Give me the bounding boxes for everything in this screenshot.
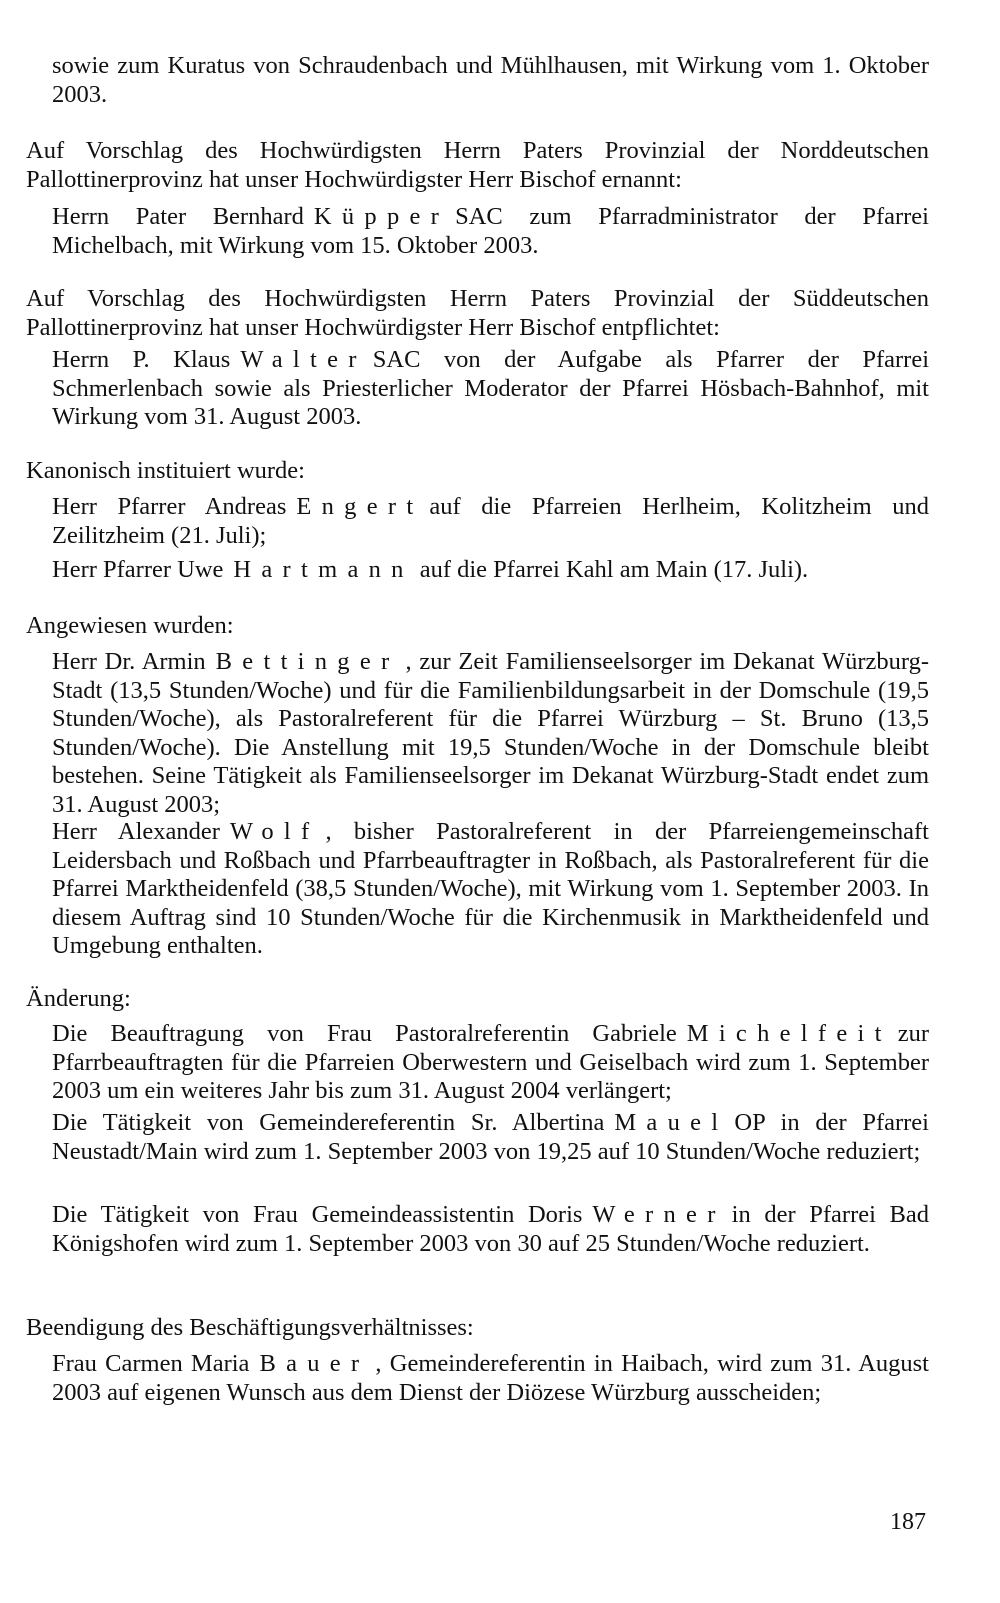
entry-kuepper: Herrn Pater Bernhard Küpper SAC zum Pfarradministrator der Pfarrei Michelbach, mit Wirkung vom 15. Oktober 2003. [52,203,929,259]
person-name: Engert [296,493,424,520]
entry-walter: Herrn P. Klaus Walter SAC von der Aufgabe als Pfarrer der Pfarrei Schmerlenbach sowie als Priesterlicher Moderator der Pfarrei Hösbach-Bahnhof, mit Wirkung vom 31. August 2003. [52,346,929,430]
entry-michelfeit: Die Beauftragung von Frau Pastoralreferentin Gabriele Michelfeit zur Pfarrbeauftragten für die Pfarreien Oberwestern und Geiselbach wird zum 1. September 2003 um ein weiteres Jahr bis zum 31. August 2004 verlängert; [52,1020,929,1104]
person-name: Michelfeit [686,1020,892,1047]
person-name: Werner [592,1201,726,1228]
section-entpflichtet-intro: Auf Vorschlag des Hochwürdigsten Herrn Paters Provinzial der Süddeutschen Pallottinerprovinz hat unser Hochwürdigster Herr Bischof entpflichtet: [26,285,929,341]
person-name: Küpper [313,203,450,230]
person-name: Hartmann [233,556,414,583]
page-number: 187 [890,1509,926,1535]
person-name: Bettinger [215,648,400,675]
entry-engert: Herr Pfarrer Andreas Engert auf die Pfarreien Herlheim, Kolitzheim und Zeilitzheim (21. Juli); [52,493,929,549]
entry-mauel: Die Tätigkeit von Gemeindereferentin Sr. Albertina Mauel OP in der Pfarrei Neustadt/Main wird zum 1. September 2003 von 19,25 auf 10 Stunden/Woche reduziert; [52,1109,929,1165]
person-name: Walter [240,346,367,373]
person-name: Wolf [229,818,320,845]
entry-bauer: Frau Carmen Maria Bauer , Gemeindereferentin in Haibach, wird zum 31. August 2003 auf eigenen Wunsch aus dem Dienst der Diözese Würzburg ausscheiden; [52,1350,929,1406]
section-heading-aenderung: Änderung: [26,985,131,1012]
entry-wolf: Herr Alexander Wolf , bisher Pastoralreferent in der Pfarreiengemeinschaft Leidersbach und Roßbach und Pfarrbeauftragter in Roßbach, als Pastoralreferent für die Pfarrei Marktheidenfeld (38,5 Stunden/Woche), mit Wirkung vom 1. September 2003. In diesem Auftrag sind 10 Stunden/Woche für die Kirchenmusik in Marktheidenfeld und Umgebung enthalten. [52,818,929,959]
continuation-paragraph: sowie zum Kuratus von Schraudenbach und Mühlhausen, mit Wirkung vom 1. Oktober 2003. [52,52,929,108]
entry-hartmann: Herr Pfarrer Uwe Hartmann auf die Pfarrei Kahl am Main (17. Juli). [52,556,809,583]
section-ernannt-intro: Auf Vorschlag des Hochwürdigsten Herrn Paters Provinzial der Norddeutschen Pallottinerprovinz hat unser Hochwürdigster Herr Bischof ernannt: [26,137,929,193]
section-heading-beendigung: Beendigung des Beschäftigungsverhältnisses: [26,1314,474,1341]
entry-werner: Die Tätigkeit von Frau Gemeindeassistentin Doris Werner in der Pfarrei Bad Königshofen wird zum 1. September 2003 von 30 auf 25 Stunden/Woche reduziert. [52,1201,930,1257]
section-heading-instituiert: Kanonisch instituiert wurde: [26,457,305,484]
person-name: Mauel [614,1109,729,1136]
section-heading-angewiesen: Angewiesen wurden: [26,612,234,639]
person-name: Bauer [259,1350,370,1377]
entry-bettinger: Herr Dr. Armin Bettinger , zur Zeit Familienseelsorger im Dekanat Würzburg-Stadt (13,5 Stunden/Woche) und für die Familienbildungsarbeit in der Domschule (19,5 Stunden/Woche), als Pastoralreferent für die Pfarrei Würzburg – St. Bruno (13,5 Stunden/Woche). Die Anstellung mit 19,5 Stunden/Woche in der Domschule bleibt bestehen. Seine Tätigkeit als Familienseelsorger im Dekanat Würzburg-Stadt endet zum 31. August 2003; [52,648,929,818]
